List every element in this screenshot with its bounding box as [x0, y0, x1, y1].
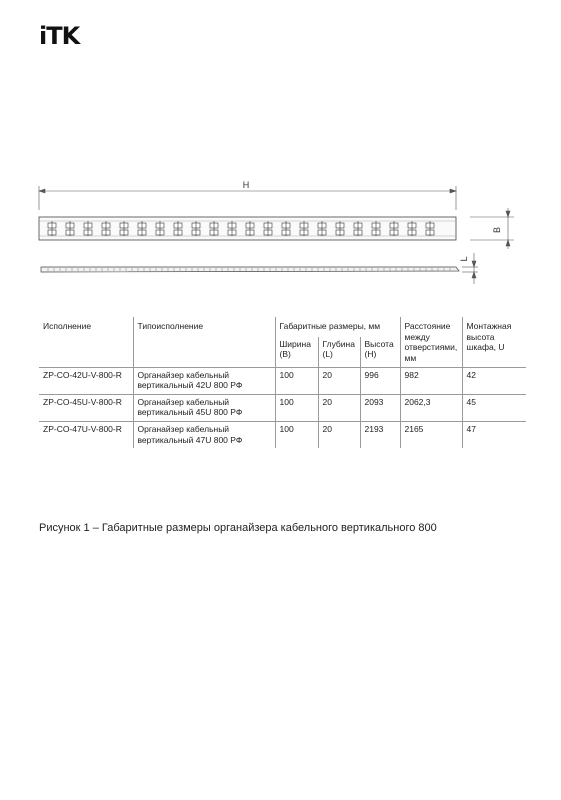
table-header-row	[39, 317, 526, 337]
dimensions-table	[39, 317, 526, 448]
cell-width: 100	[275, 422, 318, 449]
cell-type: Органайзер кабельный вертикальный 42U 800 РФ	[133, 367, 275, 394]
cell-height: 2093	[360, 394, 400, 421]
table-row	[39, 422, 526, 449]
cell-height: 996	[360, 367, 400, 394]
organizer-dimension-drawing	[0, 180, 561, 300]
cell-units: 42	[462, 367, 526, 394]
cell-code: ZP-CO-47U-V-800-R	[43, 424, 122, 434]
cell-width: 100	[275, 394, 318, 421]
cell-type: Органайзер кабельный вертикальный 45U 800 РФ	[133, 394, 275, 421]
header-rasstoyanie: Расстояние между отверстиями, мм	[400, 317, 462, 367]
depth-label: L	[459, 256, 469, 262]
header-montazhnaya: Монтажная высота шкафа, U	[462, 317, 526, 367]
header-glubina: Глубина (L)	[318, 337, 360, 367]
cell-type: Органайзер кабельный вертикальный 47U 800 РФ	[133, 422, 275, 449]
cell-units: 45	[462, 394, 526, 421]
cell-width: 100	[275, 367, 318, 394]
itk-logo: iTK	[39, 22, 80, 50]
cell-depth: 20	[318, 422, 360, 449]
table-row	[39, 367, 526, 394]
organizer-side-view	[41, 267, 459, 272]
cell-distance: 982	[400, 367, 462, 394]
height-label: H	[242, 180, 250, 190]
cell-distance: 2165	[400, 422, 462, 449]
cell-depth: 20	[318, 367, 360, 394]
cell-distance: 2062,3	[400, 394, 462, 421]
width-label: B	[492, 226, 502, 234]
header-vysota: Высота (H)	[360, 337, 400, 367]
cell-code: ZP-CO-45U-V-800-R	[39, 394, 133, 421]
figure-caption: Рисунок 1 – Габаритные размеры органайзера кабельного вертикального 800	[39, 522, 437, 534]
cell-depth: 20	[318, 394, 360, 421]
cell-code: ZP-CO-42U-V-800-R	[39, 367, 133, 394]
header-tipoispolnenie: Типоисполнение	[133, 317, 275, 367]
table-row	[39, 394, 526, 421]
organizer-front-view	[39, 217, 456, 240]
header-gabarity: Габаритные размеры, мм	[275, 317, 400, 337]
cell-height: 2193	[360, 422, 400, 449]
header-ispolnenie: Исполнение	[39, 317, 133, 367]
cell-units: 47	[462, 422, 526, 449]
header-shirina: Ширина (B)	[275, 337, 318, 367]
